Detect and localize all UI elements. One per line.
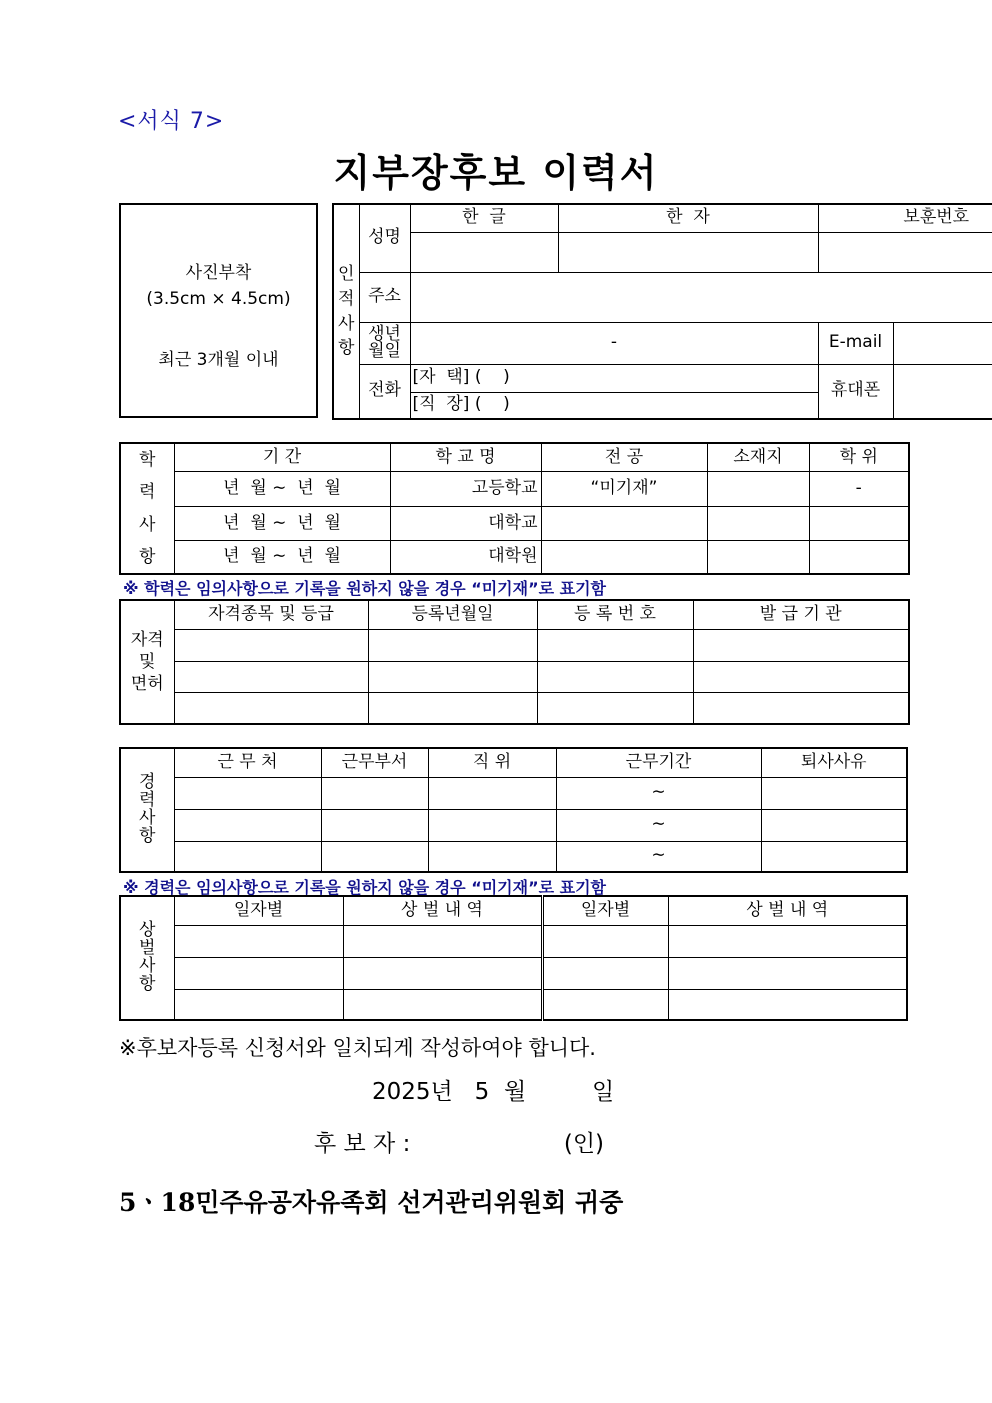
department-field[interactable] [321, 777, 428, 809]
location-header: 소재지 [707, 443, 809, 472]
work-period-field[interactable]: ∼ [556, 777, 761, 809]
addressee: 5ㆍ18민주유공자유족회 선거관리위원회 귀중 [119, 1188, 624, 1217]
workplace-field[interactable] [174, 841, 321, 872]
school-header: 학 교 명 [390, 443, 541, 472]
department-header: 근무부서 [321, 748, 428, 777]
license-table [119, 599, 910, 725]
home-phone-field[interactable]: [자 택] ( ) [410, 364, 818, 392]
award-date-field[interactable] [542, 957, 668, 989]
period-field[interactable]: 년 월 ∼ 년 월 [174, 540, 390, 574]
workplace-header: 근 무 처 [174, 748, 321, 777]
career-table [119, 747, 908, 873]
table-row [120, 925, 907, 957]
position-field[interactable] [428, 841, 556, 872]
personal-section-label: 인 적 사 항 [333, 204, 359, 419]
birth-date-label: 생년 월일 [359, 322, 410, 364]
name-label: 성명 [359, 204, 410, 272]
work-period-header: 근무기간 [556, 748, 761, 777]
school-field[interactable]: 대학원 [390, 540, 541, 574]
position-field[interactable] [428, 809, 556, 841]
work-period-field[interactable]: ∼ [556, 841, 761, 872]
table-row [120, 472, 909, 507]
photo-attachment-box[interactable] [119, 203, 318, 418]
award-detail-header-2: 상 벌 내 역 [668, 896, 907, 925]
license-type-field[interactable] [174, 661, 368, 692]
department-field[interactable] [321, 841, 428, 872]
photo-size: (3.5cm × 4.5cm) [146, 289, 291, 309]
location-field[interactable] [707, 540, 809, 574]
award-detail-field[interactable] [343, 957, 542, 989]
degree-field[interactable]: - [809, 472, 909, 507]
workplace-field[interactable] [174, 809, 321, 841]
table-row [120, 777, 907, 809]
degree-header: 학 위 [809, 443, 909, 472]
date-line: 2025년 5 월 일 [372, 1079, 615, 1105]
table-row [120, 507, 909, 541]
award-detail-field[interactable] [668, 989, 907, 1020]
award-detail-field[interactable] [668, 957, 907, 989]
period-field[interactable]: 년 월 ∼ 년 월 [174, 507, 390, 541]
major-header: 전 공 [541, 443, 707, 472]
award-date-header: 일자별 [174, 896, 343, 925]
education-note: ※ 학력은 임의사항으로 기록을 원하지 않을 경우 “미기재”로 표기함 [123, 579, 607, 598]
period-field[interactable]: 년 월 ∼ 년 월 [174, 472, 390, 507]
registration-number-header: 등 록 번 호 [537, 600, 693, 629]
table-row [120, 692, 909, 724]
education-section-label: 학 력 사 항 [120, 443, 174, 574]
photo-recency: 최근 3개월 이내 [158, 350, 279, 370]
leave-reason-header: 퇴사사유 [761, 748, 907, 777]
major-field[interactable]: “미기재” [541, 472, 707, 507]
education-table [119, 442, 910, 575]
award-date-field[interactable] [174, 989, 343, 1020]
awards-section-label: 상 벌 사 항 [120, 896, 174, 1020]
registration-date-header: 등록년월일 [368, 600, 537, 629]
award-date-field[interactable] [542, 925, 668, 957]
table-row [120, 661, 909, 692]
mobile-label: 휴대폰 [818, 364, 893, 419]
period-header: 기 간 [174, 443, 390, 472]
awards-table [119, 895, 908, 1021]
location-field[interactable] [707, 507, 809, 541]
leave-reason-field[interactable] [761, 777, 907, 809]
license-type-field[interactable] [174, 629, 368, 661]
workplace-field[interactable] [174, 777, 321, 809]
major-field[interactable] [541, 540, 707, 574]
leave-reason-field[interactable] [761, 809, 907, 841]
table-row [120, 957, 907, 989]
award-date-field[interactable] [542, 989, 668, 1020]
award-detail-field[interactable] [668, 925, 907, 957]
work-phone-field[interactable]: [직 장] ( ) [410, 392, 818, 419]
location-field[interactable] [707, 472, 809, 507]
document-title: 지부장후보 이력서 [333, 150, 659, 195]
address-field[interactable] [410, 272, 992, 322]
issuer-field[interactable] [693, 661, 909, 692]
table-row [120, 841, 907, 872]
license-type-field[interactable] [174, 692, 368, 724]
mobile-field[interactable] [893, 364, 992, 419]
registration-number-field[interactable] [537, 692, 693, 724]
hangul-name-field[interactable] [410, 232, 558, 272]
work-period-field[interactable]: ∼ [556, 809, 761, 841]
career-note: ※ 경력은 임의사항으로 기록을 원하지 않을 경우 “미기재”로 표기함 [123, 878, 607, 897]
hanja-name-field[interactable] [558, 232, 818, 272]
school-field[interactable]: 고등학교 [390, 472, 541, 507]
department-field[interactable] [321, 809, 428, 841]
degree-field[interactable] [809, 507, 909, 541]
award-detail-field[interactable] [343, 989, 542, 1020]
consistency-note: ※후보자등록 신청서와 일치되게 작성하여야 합니다. [119, 1036, 596, 1060]
hangul-header: 한 글 [410, 204, 558, 232]
email-field[interactable] [893, 322, 992, 364]
registration-date-field[interactable] [368, 661, 537, 692]
school-field[interactable]: 대학교 [390, 507, 541, 541]
table-row [120, 809, 907, 841]
hanja-header: 한 자 [558, 204, 818, 232]
award-detail-field[interactable] [343, 925, 542, 957]
table-row [120, 989, 907, 1020]
table-row [120, 629, 909, 661]
registration-date-field[interactable] [368, 629, 537, 661]
phone-label: 전화 [359, 364, 410, 419]
veteran-number-header: 보훈번호 [818, 204, 992, 232]
veteran-number-field[interactable] [818, 232, 992, 272]
registration-number-field[interactable] [537, 661, 693, 692]
address-label: 주소 [359, 272, 410, 322]
birth-date-field[interactable]: - [410, 322, 818, 364]
registration-date-field[interactable] [368, 692, 537, 724]
registration-number-field[interactable] [537, 629, 693, 661]
leave-reason-field[interactable] [761, 841, 907, 872]
photo-label: 사진부착 [185, 263, 252, 283]
email-label: E-mail [818, 322, 893, 364]
issuer-field[interactable] [693, 629, 909, 661]
degree-field[interactable] [809, 540, 909, 574]
candidate-signature-line: 후 보 자 : (인) [314, 1131, 605, 1157]
personal-info-table [332, 203, 992, 420]
award-date-field[interactable] [174, 925, 343, 957]
form-number-label: <서식 7> [118, 109, 225, 134]
license-section-label: 자격 및 면허 [120, 600, 174, 724]
issuer-header: 발 급 기 관 [693, 600, 909, 629]
issuer-field[interactable] [693, 692, 909, 724]
award-date-field[interactable] [174, 957, 343, 989]
award-detail-header: 상 벌 내 역 [343, 896, 542, 925]
award-date-header-2: 일자별 [542, 896, 668, 925]
career-section-label: 경 력 사 항 [120, 748, 174, 872]
license-type-header: 자격종목 및 등급 [174, 600, 368, 629]
position-field[interactable] [428, 777, 556, 809]
position-header: 직 위 [428, 748, 556, 777]
table-row [120, 540, 909, 574]
major-field[interactable] [541, 507, 707, 541]
